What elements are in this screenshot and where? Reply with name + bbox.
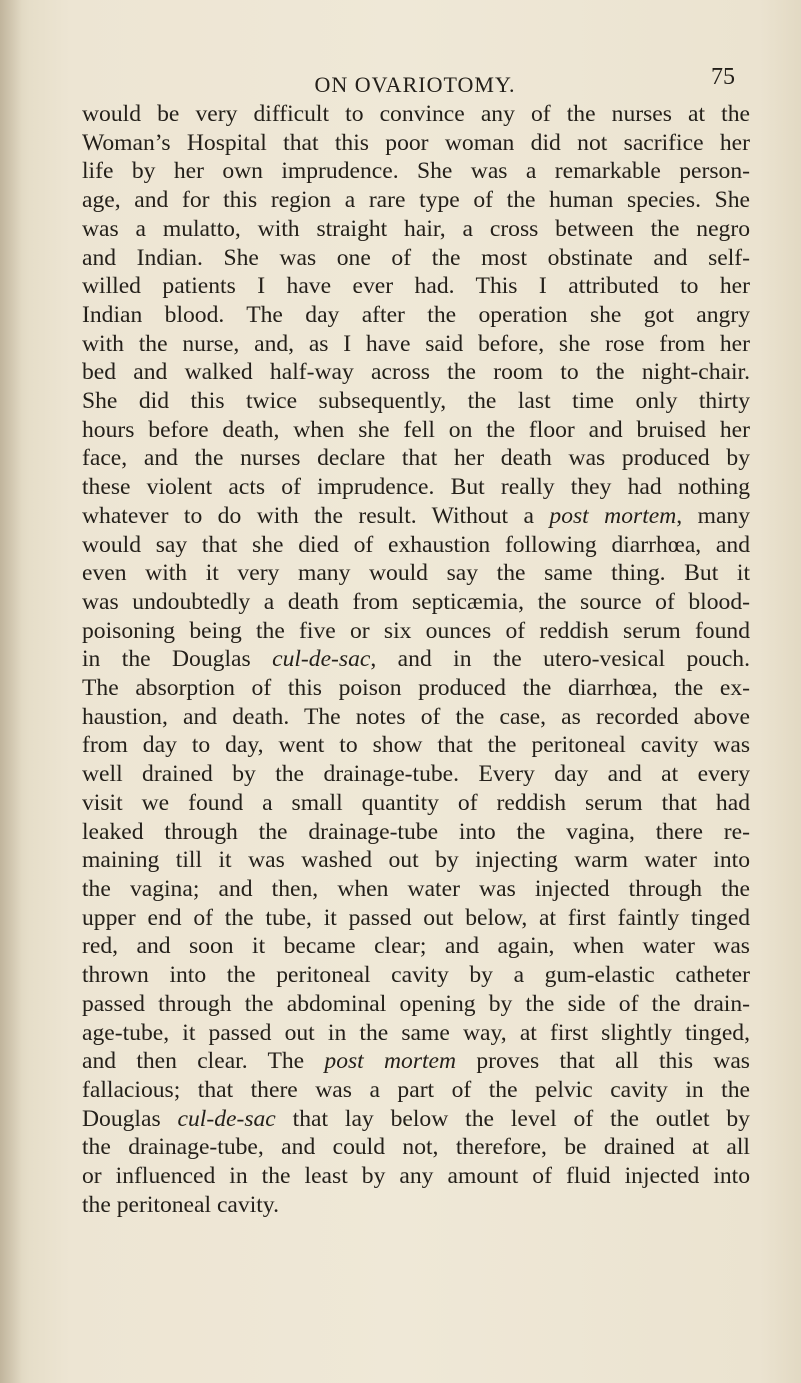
text-line: with the nurse, and, as I have said before, she rose from her bbox=[82, 330, 750, 357]
text-line: haustion, and death. The notes of the case, as recorded above bbox=[82, 703, 750, 730]
body-text bbox=[82, 100, 750, 1219]
italic-phrase: post mortem bbox=[549, 502, 677, 529]
spine-shadow bbox=[0, 0, 22, 1383]
text-segment: whatever to do with the result. Without a bbox=[82, 502, 550, 529]
text-line: maining till it was washed out by injecting warm water into bbox=[82, 847, 750, 874]
text-line: would be very difficult to convince any of the nurses at the bbox=[82, 101, 750, 127]
text-segment: proves that all this was bbox=[456, 1048, 750, 1075]
text-line: and Indian. She was one of the most obstinate and self- bbox=[82, 244, 750, 271]
text-line-mixed bbox=[82, 645, 750, 674]
text-line: willed patients I have ever had. This I attributed to her bbox=[82, 273, 750, 300]
text-line: well drained by the drainage-tube. Every day and at every bbox=[82, 761, 750, 788]
text-line: from day to day, went to show that the peritoneal cavity was bbox=[82, 732, 750, 759]
text-line: red, and soon it became clear; and again, when water was bbox=[82, 933, 750, 960]
italic-phrase: post mortem bbox=[324, 1048, 457, 1075]
text-line: upper end of the tube, it passed out below, at first faintly tinged bbox=[82, 904, 750, 931]
text-line-mixed bbox=[82, 1047, 750, 1076]
text-line-mixed bbox=[82, 1105, 750, 1134]
page-number: 75 bbox=[711, 64, 735, 90]
italic-phrase: cul-de-sac bbox=[177, 1105, 276, 1132]
text-line: or influenced in the least by any amount of fluid injected into bbox=[82, 1163, 750, 1190]
text-segment: Douglas bbox=[82, 1105, 178, 1132]
text-line: the peritoneal cavity. bbox=[82, 1191, 279, 1218]
text-line: The absorption of this poison produced the diarrhœa, the ex- bbox=[82, 675, 750, 702]
text-line: age, and for this region a rare type of the human species. She bbox=[82, 187, 750, 214]
text-line: visit we found a small quantity of reddish serum that had bbox=[82, 789, 750, 816]
text-line: was a mulatto, with straight hair, a cross between the negro bbox=[82, 215, 750, 242]
text-line-mixed bbox=[82, 502, 750, 531]
text-line: these violent acts of imprudence. But really they had nothing bbox=[82, 474, 750, 501]
text-line: life by her own imprudence. She was a remarkable person- bbox=[82, 158, 750, 185]
text-segment: and then clear. The bbox=[82, 1048, 325, 1075]
text-line: the drainage-tube, and could not, therefore, be drained at all bbox=[82, 1134, 750, 1161]
text-line: the vagina; and then, when water was injected through the bbox=[82, 875, 750, 902]
text-line: Indian blood. The day after the operation she got angry bbox=[82, 301, 750, 328]
text-line: would say that she died of exhaustion following diarrhœa, and bbox=[82, 531, 750, 558]
text-line: She did this twice subsequently, the last time only thirty bbox=[82, 388, 750, 415]
text-line: face, and the nurses declare that her death was produced by bbox=[82, 445, 750, 472]
text-line: poisoning being the five or six ounces of reddish serum found bbox=[82, 617, 750, 644]
text-segment: , many bbox=[676, 502, 751, 529]
text-line: age-tube, it passed out in the same way, at first slightly tinged, bbox=[82, 1019, 750, 1046]
text-line: Woman’s Hospital that this poor woman did not sacrifice her bbox=[82, 129, 750, 156]
text-line: fallacious; that there was a part of the pelvic cavity in the bbox=[82, 1076, 750, 1103]
text-line: bed and walked half-way across the room to the night-chair. bbox=[82, 359, 750, 386]
text-line: thrown into the peritoneal cavity by a gum-elastic catheter bbox=[82, 962, 750, 989]
text-line: was undoubtedly a death from septicæmia, the source of blood- bbox=[82, 588, 750, 615]
text-segment: that lay below the level of the outlet by bbox=[275, 1105, 750, 1132]
text-segment: in the Douglas bbox=[82, 646, 273, 673]
text-segment: , and in the utero-vesical pouch. bbox=[370, 646, 751, 673]
text-line: leaked through the drainage-tube into the vagina, there re- bbox=[82, 818, 750, 845]
running-head: ON OVARIOTOMY. bbox=[314, 72, 516, 97]
text-line: even with it very many would say the same thing. But it bbox=[82, 560, 750, 587]
text-line: hours before death, when she fell on the floor and bruised her bbox=[82, 416, 750, 443]
italic-phrase: cul-de-sac bbox=[272, 646, 371, 673]
text-line: passed through the abdominal opening by the side of the drain- bbox=[82, 990, 750, 1017]
